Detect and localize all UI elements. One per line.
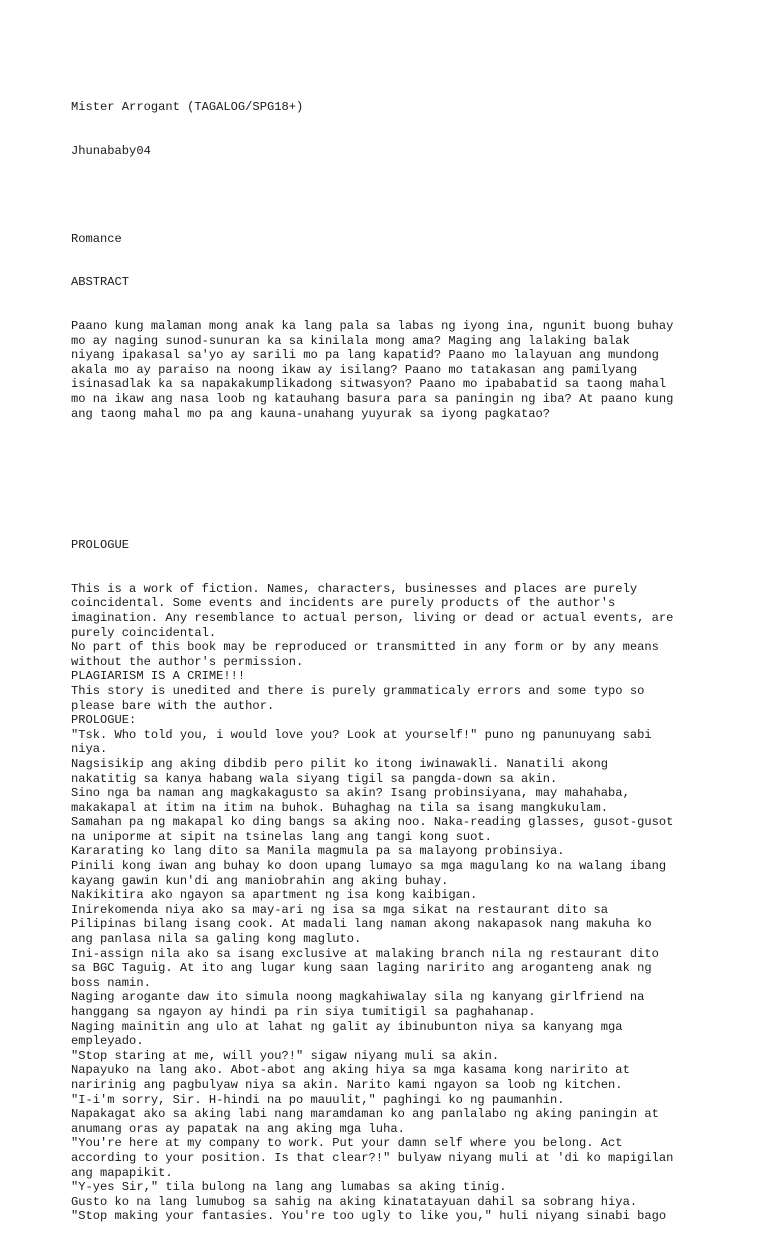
text-line: mo ay naging sunod-sunuran ka sa kinilala mong ama? Maging ang lalaking balak xyxy=(71,333,630,348)
text-line: "Y-yes Sir," tila bulong na lang ang lumabas sa aking tinig. xyxy=(71,1180,507,1195)
text-line: anumang oras ay papatak na ang aking mga luha. xyxy=(71,1121,405,1136)
text-line: sa BGC Taguig. At ito ang lugar kung saan laging naririto ang aroganteng anak ng xyxy=(71,961,652,976)
body-text xyxy=(71,582,711,1224)
text-line: Napayuko na lang ako. Abot-abot ang aking hiya sa mga kasama kong naririto at xyxy=(71,1063,630,1078)
text-line: nakatitig sa kanya habang wala siyang tigil sa pangda-down sa akin. xyxy=(71,771,558,786)
text-line: niyang ipakasal sa'yo ay sarili mo pa lang kapatid? Paano mo lalayuan ang mundong xyxy=(71,348,659,363)
text-line: please bare with the author. xyxy=(71,698,275,713)
text-line: Naging arogante daw ito simula noong magkahiwalay sila ng kanyang girlfriend na xyxy=(71,990,645,1005)
text-line: "Tsk. Who told you, i would love you? Look at yourself!" puno ng panunuyang sabi xyxy=(71,727,652,742)
text-line: Nagsisikip ang aking dibdib pero pilit ko itong iwinawakli. Nanatili akong xyxy=(71,756,609,771)
prologue-heading: PROLOGUE xyxy=(71,538,130,552)
text-line: akala mo ay paraiso na noong ikaw ay isilang? Paano mo tatakasan ang pamilyang xyxy=(71,362,638,377)
text-line: No part of this book may be reproduced or transmitted in any form or by any means xyxy=(71,640,659,655)
blank-line xyxy=(71,188,711,203)
text-line: PLAGIARISM IS A CRIME!!! xyxy=(71,669,246,684)
text-line: empleyado. xyxy=(71,1034,144,1049)
text-line: Paano kung malaman mong anak ka lang pala sa labas ng iyong ina, ngunit buong buhay xyxy=(71,319,674,334)
abstract-text xyxy=(71,319,711,421)
text-line: ang panlasa nila sa galing kong magluto. xyxy=(71,932,362,947)
text-line: purely coincidental. xyxy=(71,625,217,640)
document-genre: Romance xyxy=(71,231,122,246)
text-line: Pinili kong iwan ang buhay ko doon upang lumayo sa mga magulang ko na walang ibang xyxy=(71,859,667,874)
document-page xyxy=(71,71,711,1239)
text-line: "You're here at my company to work. Put your damn self where you belong. Act xyxy=(71,1136,623,1151)
text-line: kayang gawin kun'di ang maniobrahin ang aking buhay. xyxy=(71,873,449,888)
text-line: Sino nga ba naman ang magkakagusto sa akin? Isang probinsiyana, may mahahaba, xyxy=(71,786,630,801)
text-line: isinasadlak ka sa napakakumplikadong sitwasyon? Paano mo ipababatid sa taong mahal xyxy=(71,377,667,392)
text-line: hanggang sa ngayon ay hindi pa rin siya tumitigil sa paghahanap. xyxy=(71,1005,536,1019)
text-line: without the author's permission. xyxy=(71,654,304,669)
text-line: coincidental. Some events and incidents are purely products of the author's xyxy=(71,596,616,611)
text-line: ang mapapikit. xyxy=(71,1165,173,1180)
text-line: Gusto ko na lang lumubog sa sahig na aking kinatatayuan dahil sa sobrang hiya. xyxy=(71,1194,638,1209)
text-line: Nakikitira ako ngayon sa apartment ng isa kong kaibigan. xyxy=(71,888,478,903)
text-line: This story is unedited and there is purely grammaticaly errors and some typo so xyxy=(71,683,645,698)
text-line: This is a work of fiction. Names, characters, businesses and places are purely xyxy=(71,581,638,596)
text-line: naririnig ang pagbulyaw niya sa akin. Narito kami ngayon sa loob ng kitchen. xyxy=(71,1077,623,1092)
text-line: ang taong mahal mo pa ang kauna-unahang yuyurak sa iyong pagkatao? xyxy=(71,406,550,421)
abstract-heading: ABSTRACT xyxy=(71,275,130,290)
text-line: PROLOGUE: xyxy=(71,713,137,728)
text-line: Inirekomenda niya ako sa may-ari ng isa sa mga sikat na restaurant dito sa xyxy=(71,902,609,917)
text-line: imagination. Any resemblance to actual person, living or dead or actual events, are xyxy=(71,610,674,625)
text-line: niya. xyxy=(71,742,108,757)
document-title: Mister Arrogant (TAGALOG/SPG18+) xyxy=(71,100,304,115)
blank-line xyxy=(71,494,711,509)
text-line: Ini-assign nila ako sa isang exclusive at malaking branch nila ng restaurant dito xyxy=(71,946,659,961)
text-line: boss namin. xyxy=(71,975,151,990)
blank-line xyxy=(71,450,711,465)
text-line: "Stop making your fantasies. You're too ugly to like you," huli niyang sinabi bago xyxy=(71,1209,667,1224)
text-line: Kararating ko lang dito sa Manila magmula pa sa malayong probinsiya. xyxy=(71,844,565,859)
text-line: according to your position. Is that clear?!" bulyaw niyang muli at 'di ko mapigilan xyxy=(71,1150,674,1165)
text-line: Naging mainitin ang ulo at lahat ng galit ay ibinubunton niya sa kanyang mga xyxy=(71,1019,623,1034)
document-author: Jhunababy04 xyxy=(71,143,151,158)
text-line: "Stop staring at me, will you?!" sigaw niyang muli sa akin. xyxy=(71,1048,500,1063)
text-line: Pilipinas bilang isang cook. At madali lang naman akong nakapasok nang makuha ko xyxy=(71,917,652,932)
text-line: makakapal at itim na itim na buhok. Buhaghag na tila sa isang mangkukulam. xyxy=(71,800,609,815)
text-line: na uniporme at sipit na tsinelas lang ang tangi kong suot. xyxy=(71,829,492,844)
text-line: mo na ikaw ang nasa loob ng katauhang basura para sa paningin ng iba? At paano kung xyxy=(71,392,674,407)
text-line: Samahan pa ng makapal ko ding bangs sa aking noo. Naka-reading glasses, gusot-gusot xyxy=(71,815,674,830)
text-line: Napakagat ako sa aking labi nang maramdaman ko ang panlalabo ng aking paningin at xyxy=(71,1107,659,1122)
text-line: "I-i'm sorry, Sir. H-hindi na po mauulit," paghingi ko ng paumanhin. xyxy=(71,1092,565,1107)
